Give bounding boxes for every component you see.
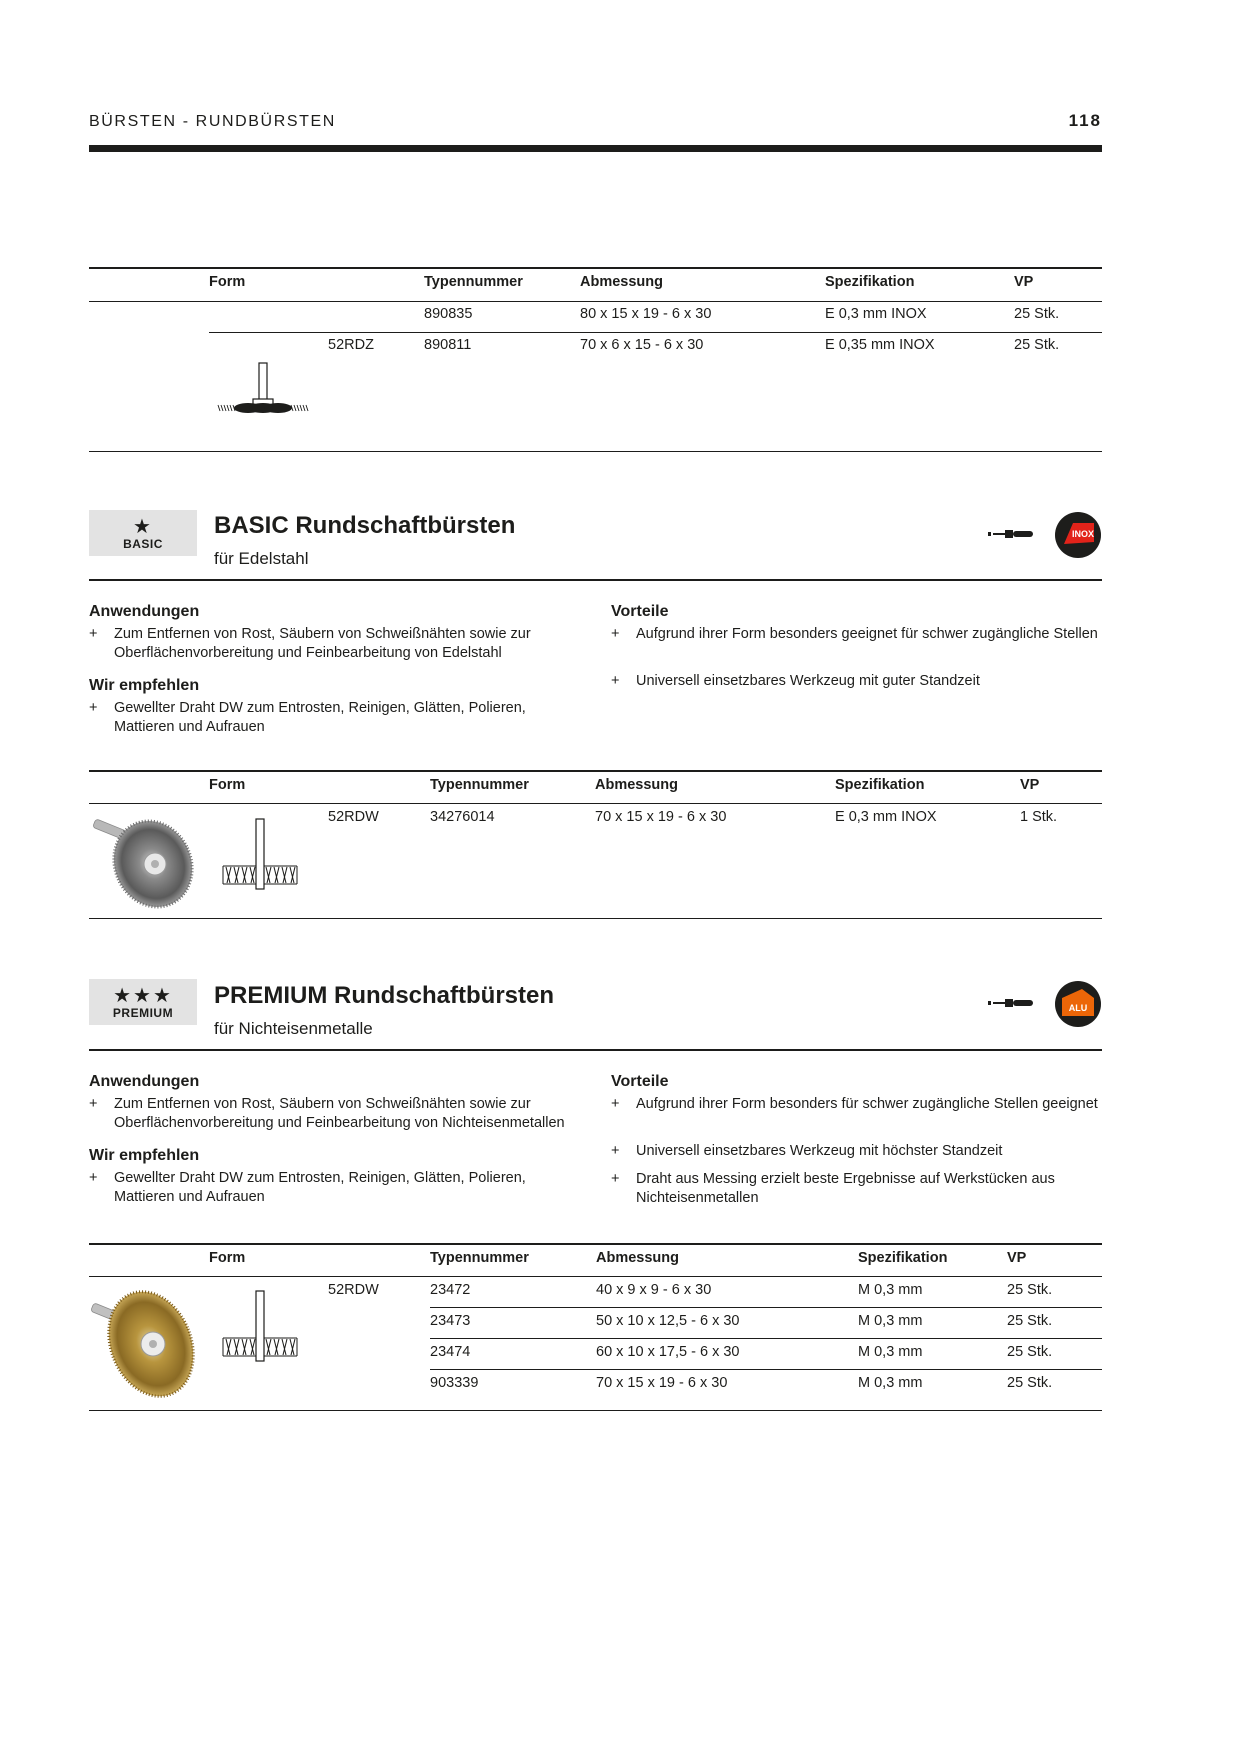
cell-abm: 70 x 6 x 15 - 6 x 30	[580, 337, 704, 353]
cell-spez: M 0,3 mm	[858, 1344, 923, 1360]
die-grinder-icon	[988, 526, 1036, 542]
table-bottom-rule	[89, 1410, 1102, 1411]
badge-label: PREMIUM	[112, 1006, 174, 1020]
col-spezifikation: Spezifikation	[825, 274, 915, 290]
cell-form: 52RDW	[328, 1282, 379, 1298]
col-typennummer: Typennummer	[430, 777, 529, 793]
cell-abm: 60 x 10 x 17,5 - 6 x 30	[596, 1344, 740, 1360]
cell-typ: 23473	[430, 1313, 471, 1329]
cell-spez: M 0,3 mm	[858, 1282, 923, 1298]
row-divider	[430, 1369, 1102, 1370]
table-top-rule	[89, 267, 1102, 269]
list-item: + Draht aus Messing erzielt beste Ergebnisse auf Werkstücken aus Nichteisenmetallen	[611, 1171, 1055, 1206]
list-item: + Gewellter Draht DW zum Entrosten, Reinigen, Glätten, Polieren, Mattieren und Aufrauen	[89, 700, 526, 735]
cell-abm: 50 x 10 x 12,5 - 6 x 30	[596, 1313, 740, 1329]
cell-spez: M 0,3 mm	[858, 1313, 923, 1329]
star-icon: ★	[133, 516, 153, 538]
row-divider	[430, 1307, 1102, 1308]
cell-abm: 40 x 9 x 9 - 6 x 30	[596, 1282, 712, 1298]
cell-typ: 903339	[430, 1375, 479, 1391]
die-grinder-icon	[988, 995, 1036, 1011]
section-heading: BASIC Rundschaftbürsten	[214, 512, 516, 539]
table-top-rule	[89, 1243, 1102, 1245]
inox-material-icon	[1054, 511, 1102, 559]
basic-badge	[89, 510, 197, 556]
cell-typ: 890811	[424, 337, 472, 353]
col-vp: VP	[1020, 777, 1040, 793]
list-item: + Zum Entfernen von Rost, Säubern von Schweißnähten sowie zur Oberflächenvorbereitung und Feinbearbeitung von Nichteisenmetallen	[89, 1096, 565, 1131]
col-form: Form	[209, 777, 246, 793]
table-header-rule	[89, 803, 1102, 804]
vorteile-heading: Vorteile	[611, 1073, 669, 1090]
alu-material-icon	[1054, 980, 1102, 1028]
cell-vp: 25 Stk.	[1014, 337, 1060, 353]
section-subheading: für Edelstahl	[214, 549, 309, 568]
brass-brush-photo	[89, 1280, 197, 1402]
section-heading: PREMIUM Rundschaftbürsten	[214, 982, 555, 1009]
col-vp: VP	[1007, 1250, 1027, 1266]
section-title: BÜRSTEN - RUNDBÜRSTEN	[89, 113, 336, 130]
col-abmessung: Abmessung	[596, 1250, 679, 1266]
cell-spez: M 0,3 mm	[858, 1375, 923, 1391]
cell-form: 52RDZ	[328, 337, 374, 353]
cell-typ: 23472	[430, 1282, 471, 1298]
cell-spez: E 0,3 mm INOX	[825, 306, 927, 322]
list-item: + Aufgrund ihrer Form besonders geeignet für schwer zugängliche Stellen	[611, 626, 1098, 642]
table-top-rule	[89, 770, 1102, 772]
cell-vp: 25 Stk.	[1007, 1282, 1053, 1298]
cell-abm: 70 x 15 x 19 - 6 x 30	[595, 809, 727, 825]
cell-abm: 80 x 15 x 19 - 6 x 30	[580, 306, 712, 322]
col-abmessung: Abmessung	[595, 777, 678, 793]
table-bottom-rule	[89, 451, 1102, 452]
cell-spez: E 0,3 mm INOX	[835, 809, 937, 825]
cell-form: 52RDW	[328, 809, 379, 825]
page-number: 118	[1068, 111, 1102, 130]
cell-typ: 34276014	[430, 809, 495, 825]
inox-label: INOX	[1071, 529, 1095, 539]
cell-vp: 25 Stk.	[1014, 306, 1060, 322]
table-header-rule	[89, 301, 1102, 302]
cell-typ: 23474	[430, 1344, 471, 1360]
cell-vp: 25 Stk.	[1007, 1313, 1053, 1329]
anwendungen-heading: Anwendungen	[89, 1073, 200, 1090]
row-divider	[430, 1338, 1102, 1339]
cell-vp: 25 Stk.	[1007, 1344, 1053, 1360]
list-item: + Universell einsetzbares Werkzeug mit höchster Standzeit	[611, 1143, 1003, 1159]
list-item: + Aufgrund ihrer Form besonders für schwer zugängliche Stellen geeignet	[611, 1096, 1098, 1112]
col-abmessung: Abmessung	[580, 274, 663, 290]
stars-icon: ★★★	[113, 985, 173, 1007]
cell-vp: 1 Stk.	[1020, 809, 1058, 825]
col-vp: VP	[1014, 274, 1034, 290]
cell-abm: 70 x 15 x 19 - 6 x 30	[596, 1375, 728, 1391]
table-bottom-rule	[89, 918, 1102, 919]
premium-badge	[89, 979, 197, 1025]
col-form: Form	[209, 274, 246, 290]
list-item: + Zum Entfernen von Rost, Säubern von Schweißnähten sowie zur Oberflächenvorbereitung und Feinbearbeitung von Edelstahl	[89, 626, 531, 661]
cell-vp: 25 Stk.	[1007, 1375, 1053, 1391]
brush-drawing-52rdw	[220, 818, 300, 894]
empfehlen-heading: Wir empfehlen	[89, 1147, 200, 1164]
cell-typ: 890835	[424, 306, 473, 322]
row-divider	[209, 332, 1102, 333]
steel-brush-photo	[89, 808, 197, 910]
section-subheading: für Nichteisenmetalle	[214, 1019, 373, 1038]
brush-drawing-52rdw	[220, 1290, 300, 1366]
col-typennummer: Typennummer	[424, 274, 523, 290]
col-spezifikation: Spezifikation	[835, 777, 925, 793]
header-rule	[89, 145, 1102, 152]
col-spezifikation: Spezifikation	[858, 1250, 948, 1266]
empfehlen-heading: Wir empfehlen	[89, 677, 200, 694]
section-rule	[89, 579, 1102, 581]
anwendungen-heading: Anwendungen	[89, 603, 200, 620]
table-header-rule	[89, 1276, 1102, 1277]
cell-spez: E 0,35 mm INOX	[825, 337, 935, 353]
alu-label: ALU	[1068, 1003, 1088, 1013]
list-item: + Universell einsetzbares Werkzeug mit guter Standzeit	[611, 673, 980, 689]
brush-drawing-52rdz	[215, 362, 311, 422]
badge-label: BASIC	[123, 537, 163, 551]
col-form: Form	[209, 1250, 246, 1266]
section-rule	[89, 1049, 1102, 1051]
vorteile-heading: Vorteile	[611, 603, 669, 620]
col-typennummer: Typennummer	[430, 1250, 529, 1266]
list-item: + Gewellter Draht DW zum Entrosten, Reinigen, Glätten, Polieren, Mattieren und Aufrauen	[89, 1170, 526, 1205]
